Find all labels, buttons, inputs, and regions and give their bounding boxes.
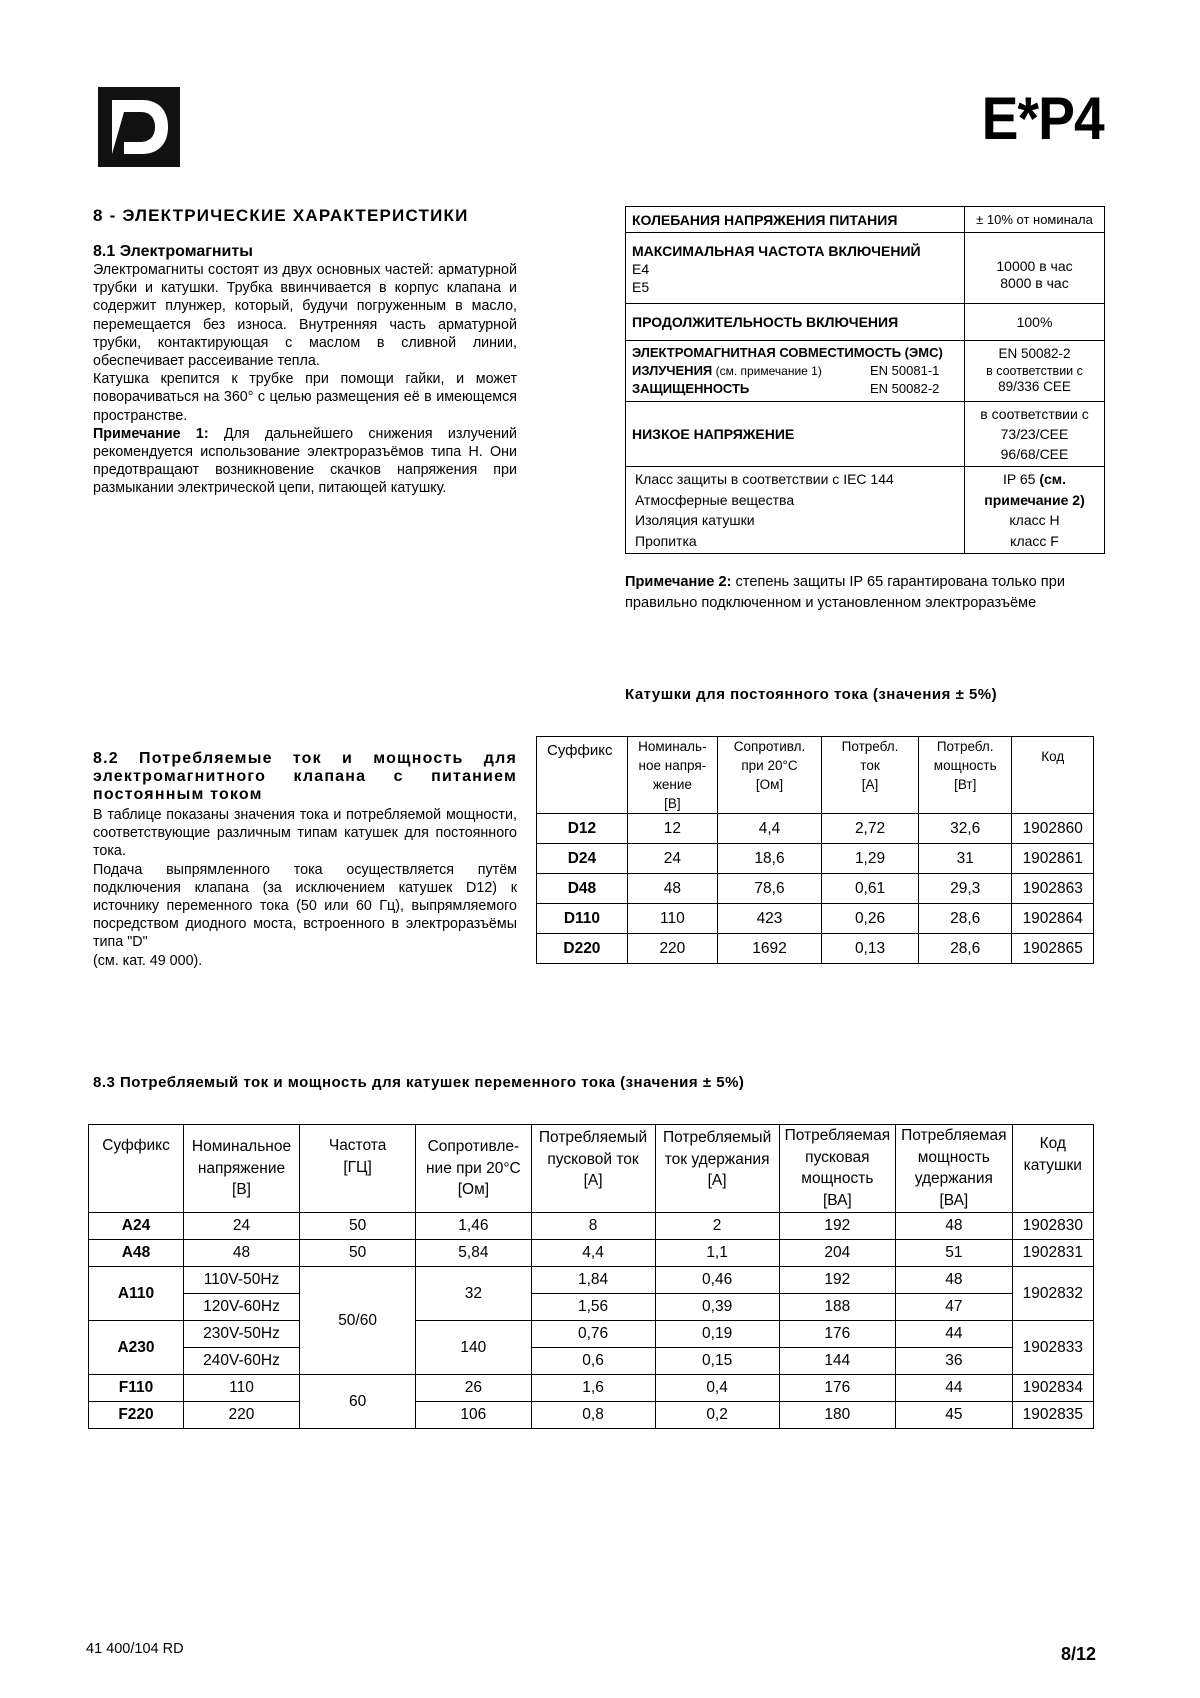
spec-label-cell <box>626 233 965 304</box>
subsection-title-8-2: 8.2 Потребляемые ток и мощность для электромагнитного клапана с питанием постоянным током <box>93 750 517 803</box>
table-cell: 0,13 <box>822 934 919 964</box>
spec-value: 10000 в час <box>996 258 1073 274</box>
table-cell: 12 <box>627 814 717 844</box>
table-row <box>537 934 1094 964</box>
table-cell: 1,46 <box>416 1213 531 1240</box>
table-cell: D24 <box>537 844 628 874</box>
ac-table-title: 8.3 Потребляемый ток и мощность для катушек переменного тока (значения ± 5%) <box>93 1074 745 1091</box>
column-header: Потребл. мощность [Вт] <box>918 737 1012 814</box>
spec-value: EN 50082-2 <box>998 346 1071 362</box>
spec-value: класс F <box>1010 532 1059 549</box>
table-cell: 120V-60Hz <box>184 1294 300 1321</box>
table-cell: 106 <box>416 1402 531 1429</box>
table-cell: 1,1 <box>655 1240 779 1267</box>
table-cell: 0,76 <box>531 1321 655 1348</box>
table-cell: 29,3 <box>918 874 1012 904</box>
paragraph: Электромагниты состоят из двух основных частей: арматурной трубки и катушки. Трубка ввинчивается в корпус клапана и содержит плунжер, который, будучи погруженным в масло, перемещается без износа. Внутренняя часть арматурной трубки, контактирующая с маслом в сливной линии, обеспечивает рассеивание тепла. <box>93 262 517 370</box>
dc-table-title: Катушки для постоянного тока (значения ± 5%) <box>625 686 998 703</box>
spec-sublabel: Класс защиты в соответствии с IEC 144 <box>635 471 894 487</box>
table-cell: 48 <box>627 874 717 904</box>
section-title: 8 - ЭЛЕКТРИЧЕСКИЕ ХАРАКТЕРИСТИКИ <box>93 206 469 225</box>
table-cell: 0,8 <box>531 1402 655 1429</box>
column-header: Номиналь- ное напря- жение [В] <box>627 737 717 814</box>
ems-emission-line <box>632 362 958 380</box>
table-cell: 44 <box>896 1321 1012 1348</box>
spec-note: примечание 2) <box>984 491 1085 508</box>
spec-value: в соответствии с <box>980 406 1089 422</box>
table-cell: D220 <box>537 934 628 964</box>
table-row <box>537 904 1094 934</box>
spec-value: 96/68/CEE <box>1000 446 1069 462</box>
table-cell: F110 <box>89 1375 184 1402</box>
table-row <box>89 1294 1094 1321</box>
table-cell: 144 <box>779 1348 895 1375</box>
table-header-row <box>89 1125 1094 1213</box>
table-cell: A230 <box>89 1321 184 1375</box>
note-text: степень защиты IP 65 гарантирована только при правильно подключенном и установленном электроразъёме <box>625 574 1065 611</box>
table-cell: 1902831 <box>1012 1240 1093 1267</box>
table-cell: 1902834 <box>1012 1375 1093 1402</box>
table-cell: 220 <box>627 934 717 964</box>
spec-value-cell <box>965 233 1105 304</box>
spec-sublabel: E5 <box>632 279 650 295</box>
table-cell: 2 <box>655 1213 779 1240</box>
column-header: Код <box>1012 737 1094 814</box>
spec-standard: EN 50082-2 <box>870 381 940 396</box>
paragraph: В таблице показаны значения тока и потребляемой мощности, соответствующие различным типам катушек для постоянного тока. <box>93 807 517 860</box>
table-cell: A110 <box>89 1267 184 1321</box>
spec-sublabel: ЗАЩИЩЕННОСТЬ <box>632 381 750 396</box>
spec-value: ± 10% от номинала <box>965 207 1105 233</box>
table-cell: D48 <box>537 874 628 904</box>
spec-value: класс H <box>1009 512 1060 528</box>
spec-value-cell <box>965 341 1105 402</box>
table-cell: 110 <box>184 1375 300 1402</box>
ac-column-header: Потребляемая мощность удержания [ВА] <box>896 1125 1012 1213</box>
table-cell: 1902860 <box>1012 814 1094 844</box>
note-label: Примечание 1: <box>93 425 209 442</box>
spec-sublabel: Изоляция катушки <box>635 512 755 528</box>
table-cell: 1,29 <box>822 844 919 874</box>
table-cell: 1902865 <box>1012 934 1094 964</box>
spec-note: (см. <box>1039 471 1067 487</box>
document-code: 41 400/104 RD <box>86 1641 184 1657</box>
table-cell: 24 <box>627 844 717 874</box>
ac-column-header: Код катушки <box>1012 1125 1093 1213</box>
spec-sublabel: ИЗЛУЧЕНИЯ <box>632 363 713 378</box>
paragraph: Подача выпрямленного тока осуществляется путём подключения клапана (за исключением катушек D12) к источнику переменного тока (50 или 60 Гц), выпрямляемого посредством диодного моста, встроенного в электроразъёмы типа "D" <box>93 861 517 951</box>
table-cell: 0,26 <box>822 904 919 934</box>
dc-coil-table <box>536 736 1094 964</box>
table-cell: A24 <box>89 1213 184 1240</box>
table-cell: 180 <box>779 1402 895 1429</box>
table-row <box>537 874 1094 904</box>
table-cell: 51 <box>896 1240 1012 1267</box>
electrical-spec-table <box>625 206 1105 554</box>
table-cell: 8 <box>531 1213 655 1240</box>
table-cell: 1902835 <box>1012 1402 1093 1429</box>
table-row <box>89 1375 1094 1402</box>
ems-immunity-line <box>632 380 958 398</box>
company-logo <box>98 87 180 167</box>
spec-value-cell <box>965 402 1105 467</box>
table-cell: 50 <box>299 1213 415 1240</box>
ac-coil-table <box>88 1124 1094 1429</box>
table-cell: 1,6 <box>531 1375 655 1402</box>
spec-note: (см. примечание 1) <box>712 364 822 378</box>
table-cell: 1902861 <box>1012 844 1094 874</box>
spec-value: в соответствии с <box>986 363 1083 378</box>
table-cell: 1902830 <box>1012 1213 1093 1240</box>
spec-standard: EN 50081-1 <box>870 363 940 378</box>
table-cell: 140 <box>416 1321 531 1375</box>
table-cell: 50 <box>299 1240 415 1267</box>
paragraph: (см. кат. 49 000). <box>93 952 203 969</box>
table-cell: 220 <box>184 1402 300 1429</box>
table-row <box>89 1348 1094 1375</box>
spec-value: IP 65 <box>1002 471 1040 487</box>
table-cell: 28,6 <box>918 934 1012 964</box>
table-cell: A48 <box>89 1240 184 1267</box>
table-row <box>626 467 1105 554</box>
table-cell: 0,2 <box>655 1402 779 1429</box>
table-cell: 188 <box>779 1294 895 1321</box>
table-row <box>537 844 1094 874</box>
page-number: 8/12 <box>1060 1644 1096 1664</box>
table-row <box>89 1402 1094 1429</box>
spec-label: КОЛЕБАНИЯ НАПРЯЖЕНИЯ ПИТАНИЯ <box>626 207 965 233</box>
table-cell: 36 <box>896 1348 1012 1375</box>
table-cell: 2,72 <box>822 814 919 844</box>
table-cell: 110 <box>627 904 717 934</box>
table-cell: 176 <box>779 1375 895 1402</box>
table-cell: 44 <box>896 1375 1012 1402</box>
ac-column-header: Потребляемая пусковая мощность [ВА] <box>779 1125 895 1213</box>
ac-column-header: Потребляемый пусковой ток [A] <box>531 1125 655 1213</box>
table-row <box>626 341 1105 402</box>
table-cell: 0,19 <box>655 1321 779 1348</box>
table-cell: 0,4 <box>655 1375 779 1402</box>
note-2 <box>625 572 1115 614</box>
spec-value: 100% <box>965 304 1105 341</box>
subsection-title-8-1: 8.1 Электромагниты <box>93 243 253 260</box>
table-row <box>89 1213 1094 1240</box>
column-header: Сопротивл. при 20°C [Ом] <box>717 737 821 814</box>
column-header: Суффикс <box>537 737 628 814</box>
table-cell: 1902864 <box>1012 904 1094 934</box>
spec-label: НИЗКОЕ НАПРЯЖЕНИЕ <box>626 402 965 467</box>
table-cell: 192 <box>779 1213 895 1240</box>
ac-column-header: Частота [ГЦ] <box>299 1125 415 1213</box>
table-cell: 60 <box>299 1375 415 1429</box>
table-cell: 24 <box>184 1213 300 1240</box>
note-1 <box>93 425 517 498</box>
note-label: Примечание 2: <box>625 574 732 590</box>
table-cell: 48 <box>184 1240 300 1267</box>
table-cell: 1902863 <box>1012 874 1094 904</box>
dc-table-body <box>537 814 1094 964</box>
table-cell: 26 <box>416 1375 531 1402</box>
paragraph: Катушка крепится к трубке при помощи гайки, и может поворачиваться на 360° с целью размещения её в имеющемся пространстве. <box>93 371 517 424</box>
table-cell: 48 <box>896 1213 1012 1240</box>
ac-column-header: Суффикс <box>89 1125 184 1213</box>
table-cell: 110V-50Hz <box>184 1267 300 1294</box>
ac-column-header: Потребляемый ток удержания [A] <box>655 1125 779 1213</box>
table-cell: 45 <box>896 1402 1012 1429</box>
table-cell: 31 <box>918 844 1012 874</box>
spec-value-cell <box>965 467 1105 554</box>
ac-column-header: Сопротивле- ние при 20°C [Ом] <box>416 1125 531 1213</box>
note-text: Для дальнейшего снижения излучений рекомендуется использование электроразъёмов типа H. Они предотвращают возникновение скачков напряжения при размыкании электрической цепи, питающей катушку. <box>93 425 517 497</box>
subsection-8-2-text <box>93 806 517 970</box>
table-cell: 0,46 <box>655 1267 779 1294</box>
table-cell: F220 <box>89 1402 184 1429</box>
table-cell: 32 <box>416 1267 531 1321</box>
spec-value: 8000 в час <box>1000 275 1069 291</box>
table-row <box>626 233 1105 304</box>
table-cell: D110 <box>537 904 628 934</box>
table-cell: 423 <box>717 904 821 934</box>
table-cell: 0,6 <box>531 1348 655 1375</box>
table-cell: 4,4 <box>531 1240 655 1267</box>
table-cell: 1,56 <box>531 1294 655 1321</box>
table-cell: D12 <box>537 814 628 844</box>
ac-column-header: Номинальное напряжение [В] <box>184 1125 300 1213</box>
spec-value: 73/23/CEE <box>1000 426 1069 442</box>
spec-label-cell <box>626 341 965 402</box>
table-cell: 47 <box>896 1294 1012 1321</box>
table-cell: 48 <box>896 1267 1012 1294</box>
table-cell: 240V-60Hz <box>184 1348 300 1375</box>
table-cell: 5,84 <box>416 1240 531 1267</box>
table-cell: 32,6 <box>918 814 1012 844</box>
table-cell: 1902832 <box>1012 1267 1093 1321</box>
column-header: Потребл. ток [A] <box>822 737 919 814</box>
table-cell: 78,6 <box>717 874 821 904</box>
table-cell: 18,6 <box>717 844 821 874</box>
table-cell: 1692 <box>717 934 821 964</box>
table-row <box>89 1240 1094 1267</box>
table-header-row <box>537 737 1094 814</box>
spec-sublabel: E4 <box>632 261 650 277</box>
table-cell: 50/60 <box>299 1267 415 1375</box>
table-row <box>626 304 1105 341</box>
spec-label: МАКСИМАЛЬНАЯ ЧАСТОТА ВКЛЮЧЕНИЙ <box>632 243 921 259</box>
table-cell: 1,84 <box>531 1267 655 1294</box>
spec-label: ЭЛЕКТРОМАГНИТНАЯ СОВМЕСТИМОСТЬ (ЭМС) <box>632 345 943 360</box>
table-row <box>626 207 1105 233</box>
table-row <box>537 814 1094 844</box>
subsection-8-1-text <box>93 261 517 498</box>
table-cell: 4,4 <box>717 814 821 844</box>
model-title: E*P4 <box>981 85 1104 152</box>
table-cell: 230V-50Hz <box>184 1321 300 1348</box>
spec-sublabel: Пропитка <box>635 532 697 549</box>
table-cell: 176 <box>779 1321 895 1348</box>
table-row <box>89 1321 1094 1348</box>
spec-label-cell <box>626 467 965 554</box>
table-row <box>626 402 1105 467</box>
spec-value: 89/336 CEE <box>998 379 1071 395</box>
table-cell: 28,6 <box>918 904 1012 934</box>
spec-label: ПРОДОЛЖИТЕЛЬНОСТЬ ВКЛЮЧЕНИЯ <box>626 304 965 341</box>
table-cell: 0,39 <box>655 1294 779 1321</box>
table-row <box>89 1267 1094 1294</box>
table-cell: 1902833 <box>1012 1321 1093 1375</box>
table-cell: 0,15 <box>655 1348 779 1375</box>
table-cell: 204 <box>779 1240 895 1267</box>
spec-sublabel: Атмосферные вещества <box>635 491 795 508</box>
table-cell: 0,61 <box>822 874 919 904</box>
table-cell: 192 <box>779 1267 895 1294</box>
